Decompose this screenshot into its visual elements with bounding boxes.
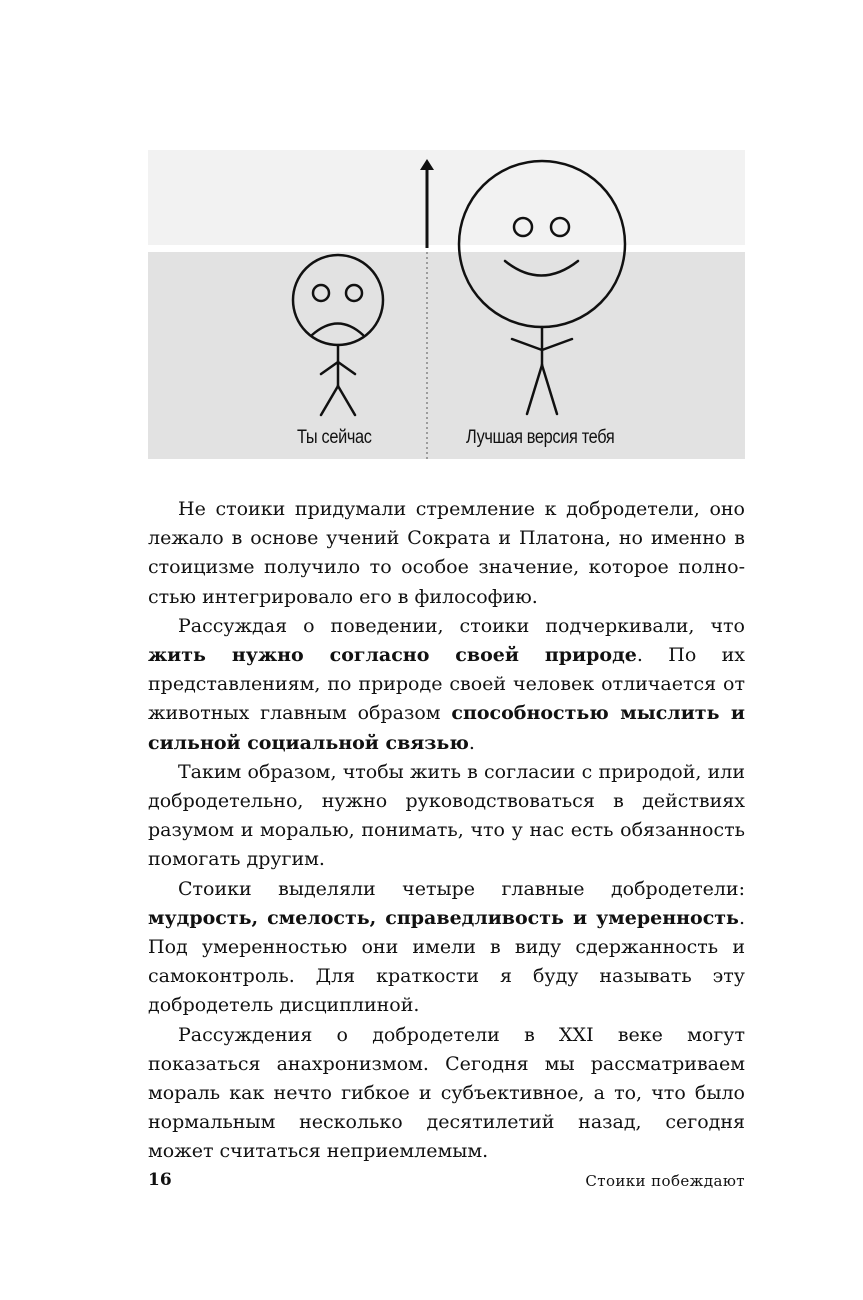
page-footer — [148, 1170, 745, 1194]
label-best-version: Лучшая версия тебя — [466, 427, 615, 448]
paragraph — [148, 495, 745, 612]
text-run: . Под умеренностью они имели в виду сдержанность и самоконтроль. Для краткости я буду называть эту добродетель дисциплиной. — [148, 906, 745, 1017]
bold-phrase: мудрость, смелость, справедливость и умеренность — [148, 906, 739, 929]
paragraph — [148, 1021, 745, 1167]
page-number: 16 — [148, 1170, 172, 1190]
paragraph — [148, 758, 745, 875]
paragraph — [148, 875, 745, 1021]
body-text — [148, 495, 745, 1167]
divider-line — [148, 245, 745, 252]
text-run: Не стоики придумали стремление к добродетели, оно лежало в основе учений Сократа и Платона, но именно в стоицизме получило то особое значение, которое полностью интегрировало его в философию. — [148, 498, 745, 608]
top-band — [148, 150, 745, 245]
bold-phrase: жить нужно согласно своей природе — [148, 644, 637, 667]
text-run: . — [468, 731, 475, 754]
bottom-band — [148, 252, 745, 459]
text-run: Стоики выделяли четыре главные добродетели: — [178, 877, 745, 900]
paragraph — [148, 612, 745, 758]
label-you-now: Ты сейчас — [297, 427, 372, 448]
text-run: Таким образом, чтобы жить в согласии с природой, или добродетельно, нужно руководствоваться в действиях разумом и моралью, понимать, что у нас есть обязанность помогать другим. — [148, 760, 745, 871]
illustration — [148, 150, 745, 459]
text-run: . По их представлениям, по природе своей человек отличается от животных главным образом — [148, 644, 745, 725]
running-title: Стоики побеждают — [585, 1172, 745, 1190]
bold-phrase: способностью мыслить и сильной социальной связью — [148, 702, 745, 754]
text-run: Рассуждая о поведении, стоики подчеркивали, что — [178, 614, 745, 637]
text-run: Рассуждения о добродетели в XXI веке могут показаться анахронизмом. Сегодня мы рассматриваем мораль как нечто гибкое и субъективное, а то, что было нормальным несколько десятилетий назад, сегодня может считаться неприемлемым. — [148, 1023, 745, 1163]
stick-figures-diagram — [148, 150, 745, 459]
